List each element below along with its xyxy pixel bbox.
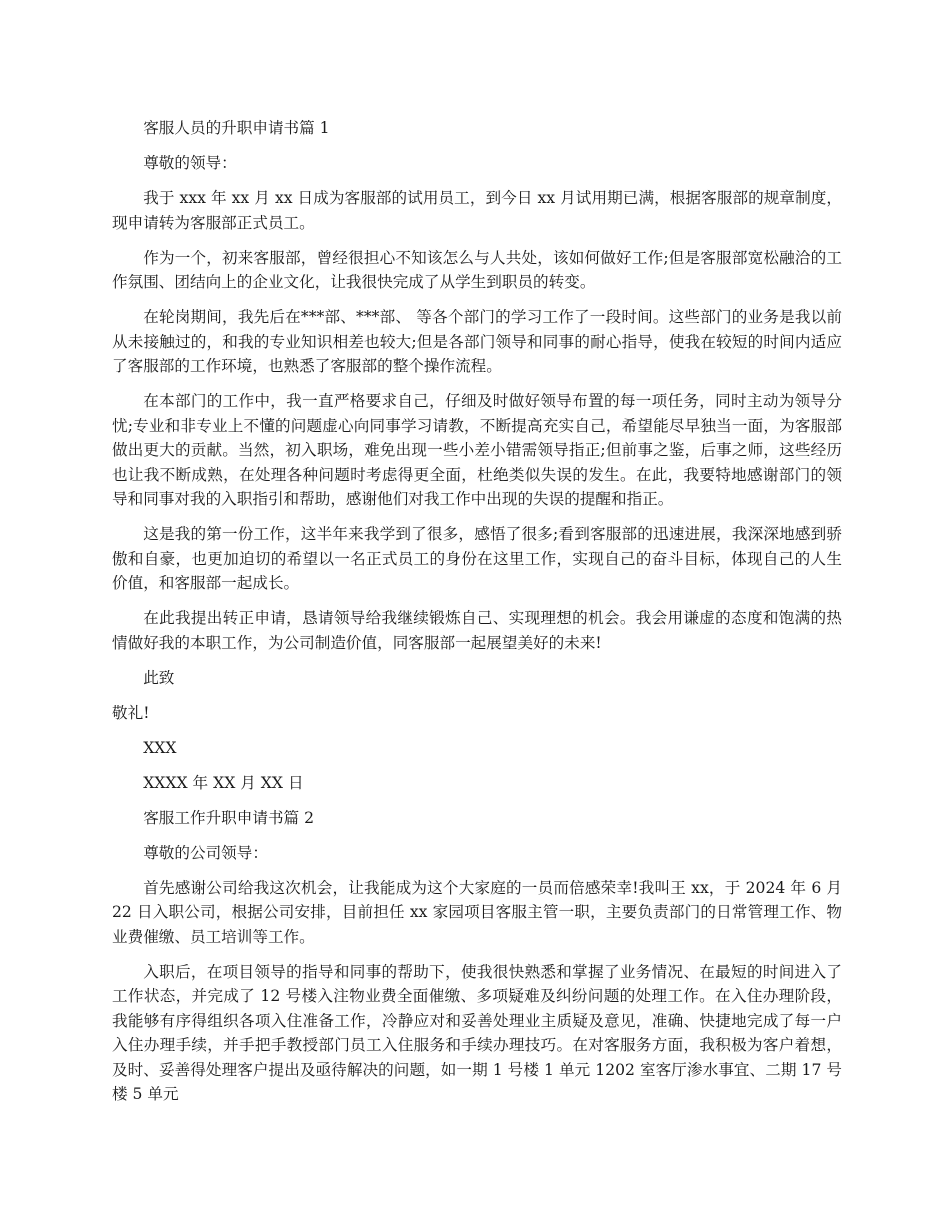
letter2-greeting: 尊敬的公司领导： [143,843,268,862]
letter2-paragraph: 首先感谢公司给我这次机会，让我能成为这个大家庭的一员而倍感荣幸!我叫王 xx，于 2024 年 6 月 22 日入职公司，根据公司安排，目前担任 xx 家园项目客服主管一职，主要负责部门的日常管理工作、物业费催缴、员工培训等工作。 [112,878,842,946]
letter1-paragraph: 在本部门的工作中，我一直严格要求自己，仔细及时做好领导布置的每一项任务，同时主动为领导分忧;专业和非专业上不懂的问题虚心向同事学习请教，不断提高充实自己，希望能尽早独当一面，为客服部做出更大的贡献。当然，初入职场，难免出现一些小差小错需领导指正;但前事之鉴，后事之师，这些经历也让我不断成熟，在处理各种问题时考虑得更全面，杜绝类似失误的发生。在此，我要特地感谢部门的领导和同事对我的入职指引和帮助，感谢他们对我工作中出现的失误的提醒和指正。 [112,392,842,508]
letter1-signature: XXX [143,738,177,757]
letter1-paragraph: 这是我的第一份工作，这半年来我学到了很多，感悟了很多;看到客服部的迅速进展，我深深地感到骄傲和自豪，也更加迫切的希望以一名正式员工的身份在这里工作，实现自己的奋斗目标，体现自己的人生价值，和客服部一起成长。 [112,525,842,592]
letter1-paragraph: 我于 xxx 年 xx 月 xx 日成为客服部的试用员工，到今日 xx 月试用期已满，根据客服部的规章制度，现申请转为客服部正式员工。 [112,189,842,232]
letter1-greeting: 尊敬的领导： [143,154,237,172]
letter2-title: 客服工作升职申请书篇 2 [143,808,315,827]
document-page [112,116,842,1117]
letter1-paragraph: 在此我提出转正申请，恳请领导给我继续锻炼自己、实现理想的机会。我会用谦虚的态度和饱满的热情做好我的本职工作，为公司制造价值，同客服部一起展望美好的未来! [112,609,842,652]
letter1-date: XXXX 年 XX 月 XX 日 [143,773,304,792]
letter1-paragraph: 作为一个，初来客服部，曾经很担心不知该怎么与人共处，该如何做好工作;但是客服部宽松融洽的工作氛围、团结向上的企业文化，让我很快完成了从学生到职员的转变。 [112,248,842,291]
letter1-closing: 此致 [143,668,175,687]
letter1-title: 客服人员的升职申请书篇 1 [143,119,330,137]
letter1-salute: 敬礼! [112,703,150,722]
letter2-paragraph: 入职后，在项目领导的指导和同事的帮助下，使我很快熟悉和掌握了业务情况、在最短的时间进入了工作状态，并完成了 12 号楼入注物业费全面催缴、多项疑难及纠纷问题的处理工作。在入住办理阶段，我能够有序得组织各项入住准备工作，冷静应对和妥善处理业主质疑及意见，准确、快捷地完成了每一户入住办理手续，并手把手教授部门员工入住服务和手续办理技巧。在对客服务方面，我积极为客户着想，及时、妥善得处理客户提出及亟待解决的问题，如一期 1 号楼 1 单元 1202 室客厅渗水事宜、二期 17 号楼 5 单元 [112,962,842,1103]
letter1-paragraph: 在轮岗期间，我先后在***部、***部、 等各个部门的学习工作了一段时间。这些部门的业务是我以前从未接触过的，和我的专业知识相差也较大;但是各部门领导和同事的耐心指导，使我在较短的时间内适应了客服部的工作环境，也熟悉了客服部的整个操作流程。 [112,308,842,375]
